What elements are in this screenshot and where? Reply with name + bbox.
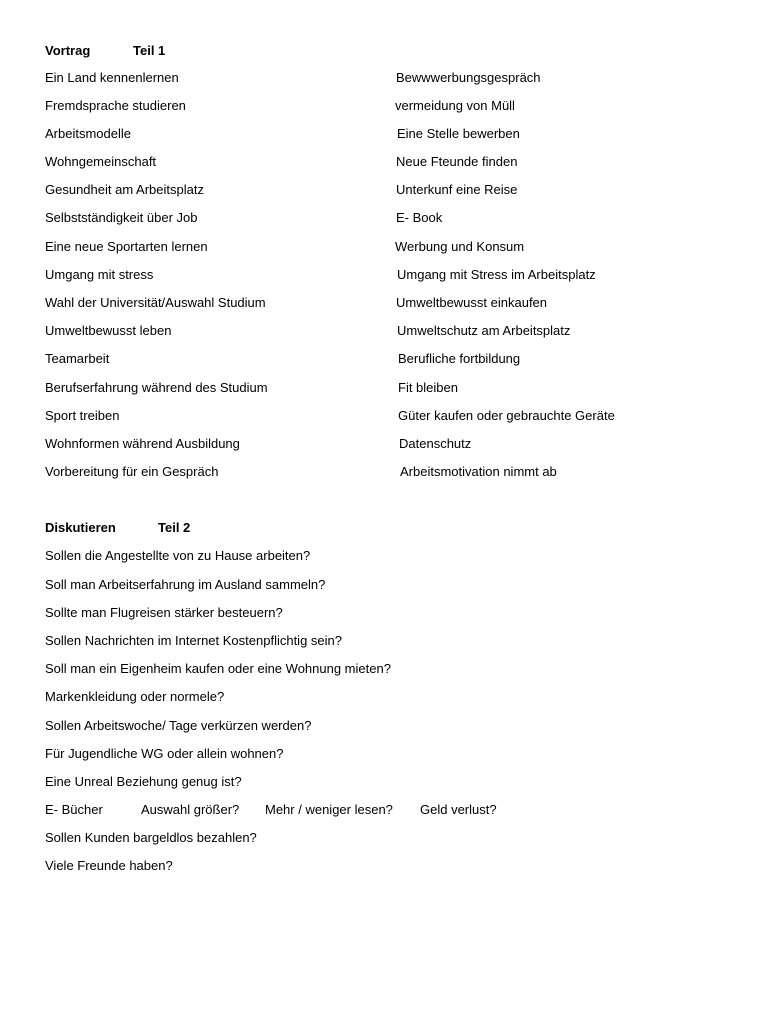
topic-left-15: Vorbereitung für ein Gespräch [45, 464, 219, 479]
topic-right-7: Werbung und Konsum [395, 239, 525, 254]
question-3: Sollte man Flugreisen stärker besteuern? [45, 605, 283, 620]
topic-left-1: Ein Land kennenlernen [45, 70, 179, 85]
question-6: Markenkleidung oder normele? [45, 689, 225, 704]
topic-right-10: Umweltschutz am Arbeitsplatz [397, 323, 571, 338]
topic-left-13: Sport treiben [45, 408, 120, 423]
topic-left-11: Teamarbeit [45, 351, 110, 366]
section1-part: Teil 1 [133, 43, 166, 58]
topic-right-13: Güter kaufen oder gebrauchte Geräte [398, 408, 615, 423]
topic-right-9: Umweltbewusst einkaufen [396, 295, 548, 310]
topic-right-15: Arbeitsmotivation nimmt ab [400, 464, 557, 479]
question-4: Sollen Nachrichten im Internet Kostenpflichtig sein? [45, 633, 342, 648]
topic-left-4: Wohngemeinschaft [45, 154, 157, 169]
topic-right-4: Neue Fteunde finden [396, 154, 518, 169]
topic-left-14: Wohnformen während Ausbildung [45, 436, 240, 451]
topic-left-5: Gesundheit am Arbeitsplatz [45, 182, 204, 197]
topic-left-2: Fremdsprache studieren [45, 98, 186, 113]
topic-left-8: Umgang mit stress [45, 267, 154, 282]
question-2: Soll man Arbeitserfahrung im Ausland sammeln? [45, 577, 326, 592]
ebook-money-question: Geld verlust? [420, 802, 497, 817]
topic-left-7: Eine neue Sportarten lernen [45, 239, 208, 254]
topic-right-6: E- Book [396, 210, 443, 225]
question-1: Sollen die Angestellte von zu Hause arbeiten? [45, 548, 311, 563]
question-5: Soll man ein Eigenheim kaufen oder eine Wohnung mieten? [45, 661, 391, 676]
topic-left-9: Wahl der Universität/Auswahl Studium [45, 295, 266, 310]
topic-right-3: Eine Stelle bewerben [397, 126, 520, 141]
topic-left-6: Selbstständigkeit über Job [45, 210, 198, 225]
section2-heading [45, 520, 190, 535]
section1-heading [45, 43, 165, 58]
topic-left-12: Berufserfahrung während des Studium [45, 380, 268, 395]
ebook-question-row [45, 802, 497, 818]
question-7: Sollen Arbeitswoche/ Tage verkürzen werden? [45, 718, 312, 733]
topic-right-5: Unterkunf eine Reise [396, 182, 518, 197]
ebook-choice-question: Auswahl größer? [141, 802, 240, 817]
section2-title: Diskutieren [45, 520, 116, 535]
topic-right-8: Umgang mit Stress im Arbeitsplatz [397, 267, 596, 282]
topic-right-2: vermeidung von Müll [395, 98, 515, 113]
ebook-reading-question: Mehr / weniger lesen? [265, 802, 393, 817]
question-8: Für Jugendliche WG oder allein wohnen? [45, 746, 284, 761]
topic-left-3: Arbeitsmodelle [45, 126, 131, 141]
topic-right-11: Berufliche fortbildung [398, 351, 521, 366]
section1-title: Vortrag [45, 43, 91, 58]
topic-right-14: Datenschutz [399, 436, 472, 451]
question-11: Viele Freunde haben? [45, 858, 173, 873]
question-10: Sollen Kunden bargeldlos bezahlen? [45, 830, 257, 845]
ebook-label: E- Bücher [45, 802, 103, 817]
question-9: Eine Unreal Beziehung genug ist? [45, 774, 242, 789]
topic-right-12: Fit bleiben [398, 380, 458, 395]
section2-part: Teil 2 [158, 520, 191, 535]
topic-right-1: Bewwwerbungsgespräch [396, 70, 541, 85]
topic-left-10: Umweltbewusst leben [45, 323, 172, 338]
